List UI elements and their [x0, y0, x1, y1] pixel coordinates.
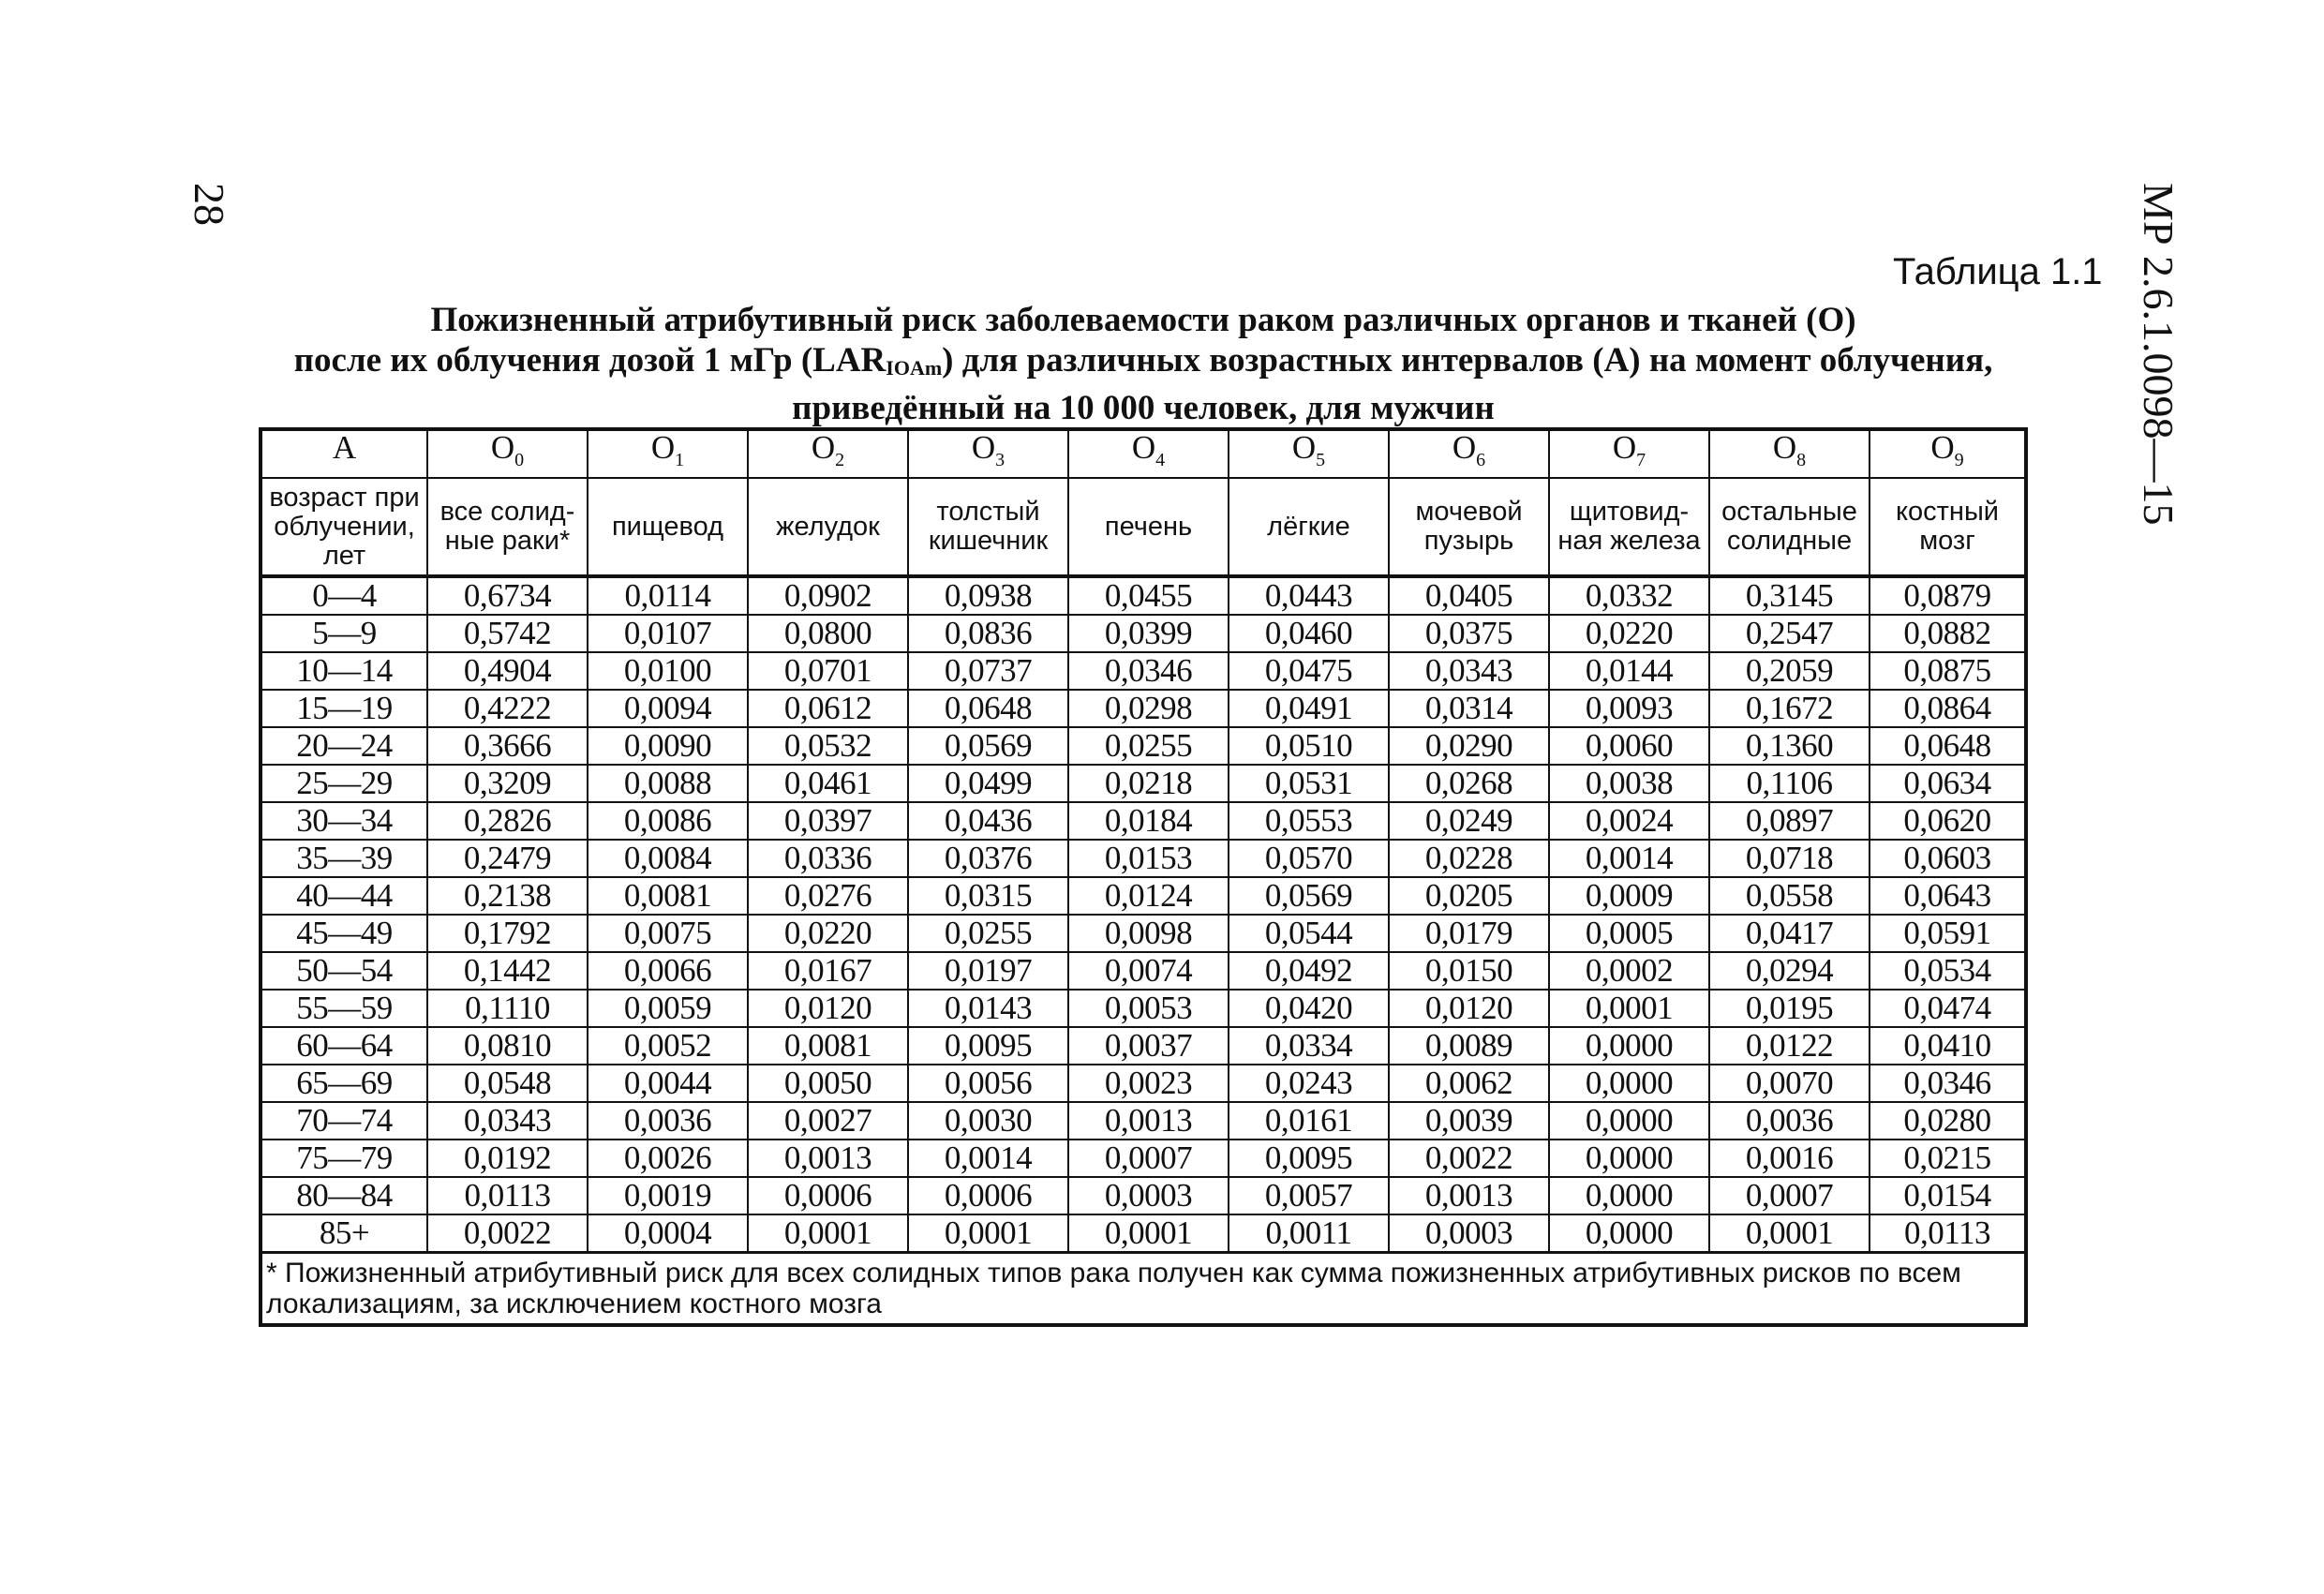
risk-value-cell: 0,0003: [1389, 1214, 1549, 1253]
risk-value-cell: 0,0810: [427, 1027, 588, 1065]
risk-value-cell: 0,1792: [427, 915, 588, 952]
risk-value-cell: 0,0113: [1870, 1214, 2026, 1253]
risk-value-cell: 0,0001: [1068, 1214, 1229, 1253]
risk-value-cell: 0,0093: [1549, 690, 1709, 727]
risk-value-cell: 0,0648: [908, 690, 1068, 727]
title-line-2: после их облучения дозой 1 мГр $(LAR_{IOAm})$ для различных возрастных интервалов (А) на момент облучения,: [293, 341, 1993, 380]
risk-value-cell: 0,0000: [1549, 1102, 1709, 1140]
risk-value-cell: 0,0024: [1549, 802, 1709, 840]
risk-value-cell: 0,0591: [1870, 915, 2026, 952]
risk-value-cell: 0,3666: [427, 727, 588, 765]
risk-value-cell: 0,0336: [748, 840, 908, 877]
risk-value-cell: 0,0491: [1229, 690, 1389, 727]
header-age-code: А: [261, 429, 427, 478]
risk-value-cell: 0,0346: [1870, 1065, 2026, 1102]
table-row: [261, 952, 2026, 990]
risk-value-cell: 0,0836: [908, 615, 1068, 652]
age-interval-cell: 40—44: [261, 877, 427, 915]
table-row: [261, 840, 2026, 877]
risk-value-cell: 0,0399: [1068, 615, 1229, 652]
risk-value-cell: 0,0120: [748, 990, 908, 1027]
table-title: [253, 300, 2034, 428]
risk-value-cell: 0,0255: [1068, 727, 1229, 765]
risk-value-cell: 0,0558: [1709, 877, 1870, 915]
risk-value-cell: 0,0314: [1389, 690, 1549, 727]
risk-value-cell: 0,0343: [427, 1102, 588, 1140]
footnote: * Пожизненный атрибутивный риск для всех солидных типов рака получен как сумма пожизненных атрибутивных рисков по всем локализациям, за исключением костного мозга: [261, 1253, 2026, 1326]
risk-value-cell: 0,0052: [588, 1027, 748, 1065]
risk-value-cell: 0,0000: [1549, 1140, 1709, 1177]
risk-value-cell: 0,0346: [1068, 652, 1229, 690]
risk-value-cell: 0,0006: [908, 1177, 1068, 1214]
age-interval-cell: 60—64: [261, 1027, 427, 1065]
risk-table-wrapper: [259, 427, 2028, 1327]
risk-value-cell: 0,0179: [1389, 915, 1549, 952]
header-organ-code: $O_0$: [427, 429, 588, 478]
risk-value-cell: 0,0938: [908, 576, 1068, 615]
table-label: Таблица 1.1: [1893, 251, 2103, 292]
risk-value-cell: 0,0037: [1068, 1027, 1229, 1065]
risk-value-cell: 0,0548: [427, 1065, 588, 1102]
risk-value-cell: 0,0057: [1229, 1177, 1389, 1214]
risk-value-cell: 0,0875: [1870, 652, 2026, 690]
risk-value-cell: 0,0013: [1068, 1102, 1229, 1140]
header-organ-name: желудок: [748, 478, 908, 576]
header-organ-code: $O_9$: [1870, 429, 2026, 478]
risk-value-cell: 0,0044: [588, 1065, 748, 1102]
risk-value-cell: 0,0062: [1389, 1065, 1549, 1102]
risk-value-cell: 0,0150: [1389, 952, 1549, 990]
risk-value-cell: 0,5742: [427, 615, 588, 652]
risk-value-cell: 0,0098: [1068, 915, 1229, 952]
header-organ-name: все солид-ные раки*: [427, 478, 588, 576]
age-interval-cell: 65—69: [261, 1065, 427, 1102]
risk-value-cell: 0,0197: [908, 952, 1068, 990]
risk-value-cell: 0,0095: [1229, 1140, 1389, 1177]
risk-value-cell: 0,0001: [908, 1214, 1068, 1253]
age-interval-cell: 0—4: [261, 576, 427, 615]
table-row: [261, 690, 2026, 727]
risk-value-cell: 0,0095: [908, 1027, 1068, 1065]
age-interval-cell: 75—79: [261, 1140, 427, 1177]
header-organ-name: лёгкие: [1229, 478, 1389, 576]
table-row: [261, 1140, 2026, 1177]
risk-value-cell: 0,0066: [588, 952, 748, 990]
risk-value-cell: 0,0014: [908, 1140, 1068, 1177]
risk-value-cell: 0,0009: [1549, 877, 1709, 915]
header-organ-code: $O_2$: [748, 429, 908, 478]
table-row: [261, 615, 2026, 652]
risk-value-cell: 0,0603: [1870, 840, 2026, 877]
title-line-1: Пожизненный атрибутивный риск заболеваемости раком различных органов и тканей (О): [430, 301, 1856, 339]
risk-value-cell: 0,0039: [1389, 1102, 1549, 1140]
risk-value-cell: 0,4904: [427, 652, 588, 690]
risk-value-cell: 0,0376: [908, 840, 1068, 877]
risk-value-cell: 0,0220: [748, 915, 908, 952]
risk-value-cell: 0,0569: [1229, 877, 1389, 915]
risk-value-cell: 0,0011: [1229, 1214, 1389, 1253]
risk-value-cell: 0,0059: [588, 990, 748, 1027]
risk-value-cell: 0,1106: [1709, 765, 1870, 802]
risk-value-cell: 0,0332: [1549, 576, 1709, 615]
table-body: [261, 576, 2026, 1253]
risk-value-cell: 0,0276: [748, 877, 908, 915]
risk-value-cell: 0,0004: [588, 1214, 748, 1253]
risk-table: [259, 427, 2028, 1327]
risk-value-cell: 0,0243: [1229, 1065, 1389, 1102]
risk-value-cell: 0,0053: [1068, 990, 1229, 1027]
header-organ-name: пищевод: [588, 478, 748, 576]
risk-value-cell: 0,0144: [1549, 652, 1709, 690]
risk-value-cell: 0,0088: [588, 765, 748, 802]
risk-value-cell: 0,0280: [1870, 1102, 2026, 1140]
age-interval-cell: 55—59: [261, 990, 427, 1027]
risk-value-cell: 0,0154: [1870, 1177, 2026, 1214]
header-organ-code: $O_1$: [588, 429, 748, 478]
risk-value-cell: 0,0510: [1229, 727, 1389, 765]
risk-value-cell: 0,0022: [427, 1214, 588, 1253]
risk-value-cell: 0,0499: [908, 765, 1068, 802]
risk-value-cell: 0,0094: [588, 690, 748, 727]
age-interval-cell: 80—84: [261, 1177, 427, 1214]
risk-value-cell: 0,0417: [1709, 915, 1870, 952]
risk-value-cell: 0,0000: [1549, 1065, 1709, 1102]
risk-value-cell: 0,0531: [1229, 765, 1389, 802]
risk-value-cell: 0,0405: [1389, 576, 1549, 615]
risk-value-cell: 0,0167: [748, 952, 908, 990]
risk-value-cell: 0,0014: [1549, 840, 1709, 877]
risk-value-cell: 0,1360: [1709, 727, 1870, 765]
risk-value-cell: 0,0113: [427, 1177, 588, 1214]
risk-value-cell: 0,0022: [1389, 1140, 1549, 1177]
risk-value-cell: 0,0153: [1068, 840, 1229, 877]
risk-value-cell: 0,0220: [1549, 615, 1709, 652]
footnote-row: [261, 1253, 2026, 1326]
risk-value-cell: 0,0120: [1389, 990, 1549, 1027]
risk-value-cell: 0,0030: [908, 1102, 1068, 1140]
risk-value-cell: 0,0036: [1709, 1102, 1870, 1140]
risk-value-cell: 0,0089: [1389, 1027, 1549, 1065]
table-row: [261, 1177, 2026, 1214]
age-interval-cell: 15—19: [261, 690, 427, 727]
table-row: [261, 1214, 2026, 1253]
risk-value-cell: 0,0455: [1068, 576, 1229, 615]
table-row: [261, 727, 2026, 765]
document-code: МР 2.6.1.0098—15: [2135, 183, 2182, 526]
risk-value-cell: 0,0460: [1229, 615, 1389, 652]
table-row: [261, 802, 2026, 840]
table-row: [261, 877, 2026, 915]
risk-value-cell: 0,0192: [427, 1140, 588, 1177]
risk-value-cell: 0,0013: [748, 1140, 908, 1177]
risk-value-cell: 0,0005: [1549, 915, 1709, 952]
risk-value-cell: 0,3209: [427, 765, 588, 802]
risk-value-cell: 0,0016: [1709, 1140, 1870, 1177]
risk-value-cell: 0,0184: [1068, 802, 1229, 840]
table-row: [261, 765, 2026, 802]
risk-value-cell: 0,0420: [1229, 990, 1389, 1027]
risk-value-cell: 0,0410: [1870, 1027, 2026, 1065]
risk-value-cell: 0,1110: [427, 990, 588, 1027]
table-row: [261, 1065, 2026, 1102]
risk-value-cell: 0,0218: [1068, 765, 1229, 802]
risk-value-cell: 0,0620: [1870, 802, 2026, 840]
age-interval-cell: 35—39: [261, 840, 427, 877]
risk-value-cell: 0,0143: [908, 990, 1068, 1027]
risk-value-cell: 0,0268: [1389, 765, 1549, 802]
risk-value-cell: 0,0492: [1229, 952, 1389, 990]
risk-value-cell: 0,0013: [1389, 1177, 1549, 1214]
table-row: [261, 1102, 2026, 1140]
risk-value-cell: 0,0070: [1709, 1065, 1870, 1102]
age-interval-cell: 85+: [261, 1214, 427, 1253]
risk-value-cell: 0,0375: [1389, 615, 1549, 652]
risk-value-cell: 0,0000: [1549, 1027, 1709, 1065]
risk-value-cell: 0,0026: [588, 1140, 748, 1177]
risk-value-cell: 0,0056: [908, 1065, 1068, 1102]
risk-value-cell: 0,0701: [748, 652, 908, 690]
risk-value-cell: 0,0114: [588, 576, 748, 615]
risk-value-cell: 0,0294: [1709, 952, 1870, 990]
risk-value-cell: 0,0205: [1389, 877, 1549, 915]
risk-value-cell: 0,0228: [1389, 840, 1549, 877]
risk-value-cell: 0,0001: [748, 1214, 908, 1253]
header-organ-name: костный мозг: [1870, 478, 2026, 576]
risk-value-cell: 0,0007: [1068, 1140, 1229, 1177]
risk-value-cell: 0,0443: [1229, 576, 1389, 615]
risk-value-cell: 0,0436: [908, 802, 1068, 840]
risk-value-cell: 0,2138: [427, 877, 588, 915]
risk-value-cell: 0,0000: [1549, 1214, 1709, 1253]
page-number: 28: [186, 183, 233, 226]
header-organ-name: остальные солидные: [1709, 478, 1870, 576]
risk-value-cell: 0,0023: [1068, 1065, 1229, 1102]
risk-value-cell: 0,0882: [1870, 615, 2026, 652]
age-interval-cell: 20—24: [261, 727, 427, 765]
risk-value-cell: 0,0038: [1549, 765, 1709, 802]
age-interval-cell: 50—54: [261, 952, 427, 990]
risk-value-cell: 0,0718: [1709, 840, 1870, 877]
risk-value-cell: 0,0461: [748, 765, 908, 802]
risk-value-cell: 0,0315: [908, 877, 1068, 915]
risk-value-cell: 0,0255: [908, 915, 1068, 952]
header-organ-name: печень: [1068, 478, 1229, 576]
risk-value-cell: 0,0124: [1068, 877, 1229, 915]
risk-value-cell: 0,0019: [588, 1177, 748, 1214]
risk-value-cell: 0,0474: [1870, 990, 2026, 1027]
age-interval-cell: 10—14: [261, 652, 427, 690]
risk-value-cell: 0,0086: [588, 802, 748, 840]
table-row: [261, 652, 2026, 690]
risk-value-cell: 0,0074: [1068, 952, 1229, 990]
risk-value-cell: 0,0107: [588, 615, 748, 652]
risk-value-cell: 0,0000: [1549, 1177, 1709, 1214]
risk-value-cell: 0,2547: [1709, 615, 1870, 652]
header-organ-code: $O_3$: [908, 429, 1068, 478]
table-row: [261, 990, 2026, 1027]
risk-value-cell: 0,2479: [427, 840, 588, 877]
risk-value-cell: 0,0084: [588, 840, 748, 877]
risk-value-cell: 0,0298: [1068, 690, 1229, 727]
header-age-description: возраст при облучении, лет: [261, 478, 427, 576]
risk-value-cell: 0,0343: [1389, 652, 1549, 690]
risk-value-cell: 0,0003: [1068, 1177, 1229, 1214]
risk-value-cell: 0,0290: [1389, 727, 1549, 765]
risk-value-cell: 0,0800: [748, 615, 908, 652]
age-interval-cell: 30—34: [261, 802, 427, 840]
risk-value-cell: 0,0081: [588, 877, 748, 915]
risk-value-cell: 0,0334: [1229, 1027, 1389, 1065]
risk-value-cell: 0,0100: [588, 652, 748, 690]
risk-value-cell: 0,0060: [1549, 727, 1709, 765]
risk-value-cell: 0,0002: [1549, 952, 1709, 990]
risk-value-cell: 0,1672: [1709, 690, 1870, 727]
risk-value-cell: 0,0737: [908, 652, 1068, 690]
header-organ-code: $O_8$: [1709, 429, 1870, 478]
risk-value-cell: 0,0001: [1709, 1214, 1870, 1253]
table-row: [261, 1027, 2026, 1065]
risk-value-cell: 0,0397: [748, 802, 908, 840]
risk-value-cell: 0,0007: [1709, 1177, 1870, 1214]
title-line-3: приведённый на 10 000 человек, для мужчин: [792, 389, 1495, 427]
header-organ-code: $O_4$: [1068, 429, 1229, 478]
risk-value-cell: 0,0036: [588, 1102, 748, 1140]
age-interval-cell: 25—29: [261, 765, 427, 802]
risk-value-cell: 0,6734: [427, 576, 588, 615]
risk-value-cell: 0,3145: [1709, 576, 1870, 615]
risk-value-cell: 0,0001: [1549, 990, 1709, 1027]
risk-value-cell: 0,0075: [588, 915, 748, 952]
description-header-row: [261, 478, 2026, 576]
risk-value-cell: 0,0249: [1389, 802, 1549, 840]
risk-value-cell: 0,0161: [1229, 1102, 1389, 1140]
risk-value-cell: 0,0897: [1709, 802, 1870, 840]
code-header-row: [261, 429, 2026, 478]
risk-value-cell: 0,0634: [1870, 765, 2026, 802]
risk-value-cell: 0,0534: [1870, 952, 2026, 990]
risk-value-cell: 0,4222: [427, 690, 588, 727]
risk-value-cell: 0,0879: [1870, 576, 2026, 615]
risk-value-cell: 0,2059: [1709, 652, 1870, 690]
risk-value-cell: 0,0090: [588, 727, 748, 765]
risk-value-cell: 0,1442: [427, 952, 588, 990]
risk-value-cell: 0,0544: [1229, 915, 1389, 952]
header-organ-code: $O_7$: [1549, 429, 1709, 478]
risk-value-cell: 0,0570: [1229, 840, 1389, 877]
header-organ-name: мочевой пузырь: [1389, 478, 1549, 576]
age-interval-cell: 45—49: [261, 915, 427, 952]
risk-value-cell: 0,0215: [1870, 1140, 2026, 1177]
risk-value-cell: 0,0006: [748, 1177, 908, 1214]
risk-value-cell: 0,0195: [1709, 990, 1870, 1027]
risk-value-cell: 0,0612: [748, 690, 908, 727]
table-row: [261, 915, 2026, 952]
risk-value-cell: 0,0569: [908, 727, 1068, 765]
table-row: [261, 576, 2026, 615]
header-organ-name: щитовид-ная железа: [1549, 478, 1709, 576]
age-interval-cell: 5—9: [261, 615, 427, 652]
risk-value-cell: 0,0475: [1229, 652, 1389, 690]
risk-value-cell: 0,0643: [1870, 877, 2026, 915]
header-organ-code: $O_5$: [1229, 429, 1389, 478]
age-interval-cell: 70—74: [261, 1102, 427, 1140]
risk-value-cell: 0,0081: [748, 1027, 908, 1065]
risk-value-cell: 0,2826: [427, 802, 588, 840]
header-organ-code: $O_6$: [1389, 429, 1549, 478]
risk-value-cell: 0,0027: [748, 1102, 908, 1140]
risk-value-cell: 0,0050: [748, 1065, 908, 1102]
risk-value-cell: 0,0902: [748, 576, 908, 615]
risk-value-cell: 0,0864: [1870, 690, 2026, 727]
header-organ-name: толстый кишечник: [908, 478, 1068, 576]
risk-value-cell: 0,0648: [1870, 727, 2026, 765]
risk-value-cell: 0,0122: [1709, 1027, 1870, 1065]
risk-value-cell: 0,0553: [1229, 802, 1389, 840]
risk-value-cell: 0,0532: [748, 727, 908, 765]
